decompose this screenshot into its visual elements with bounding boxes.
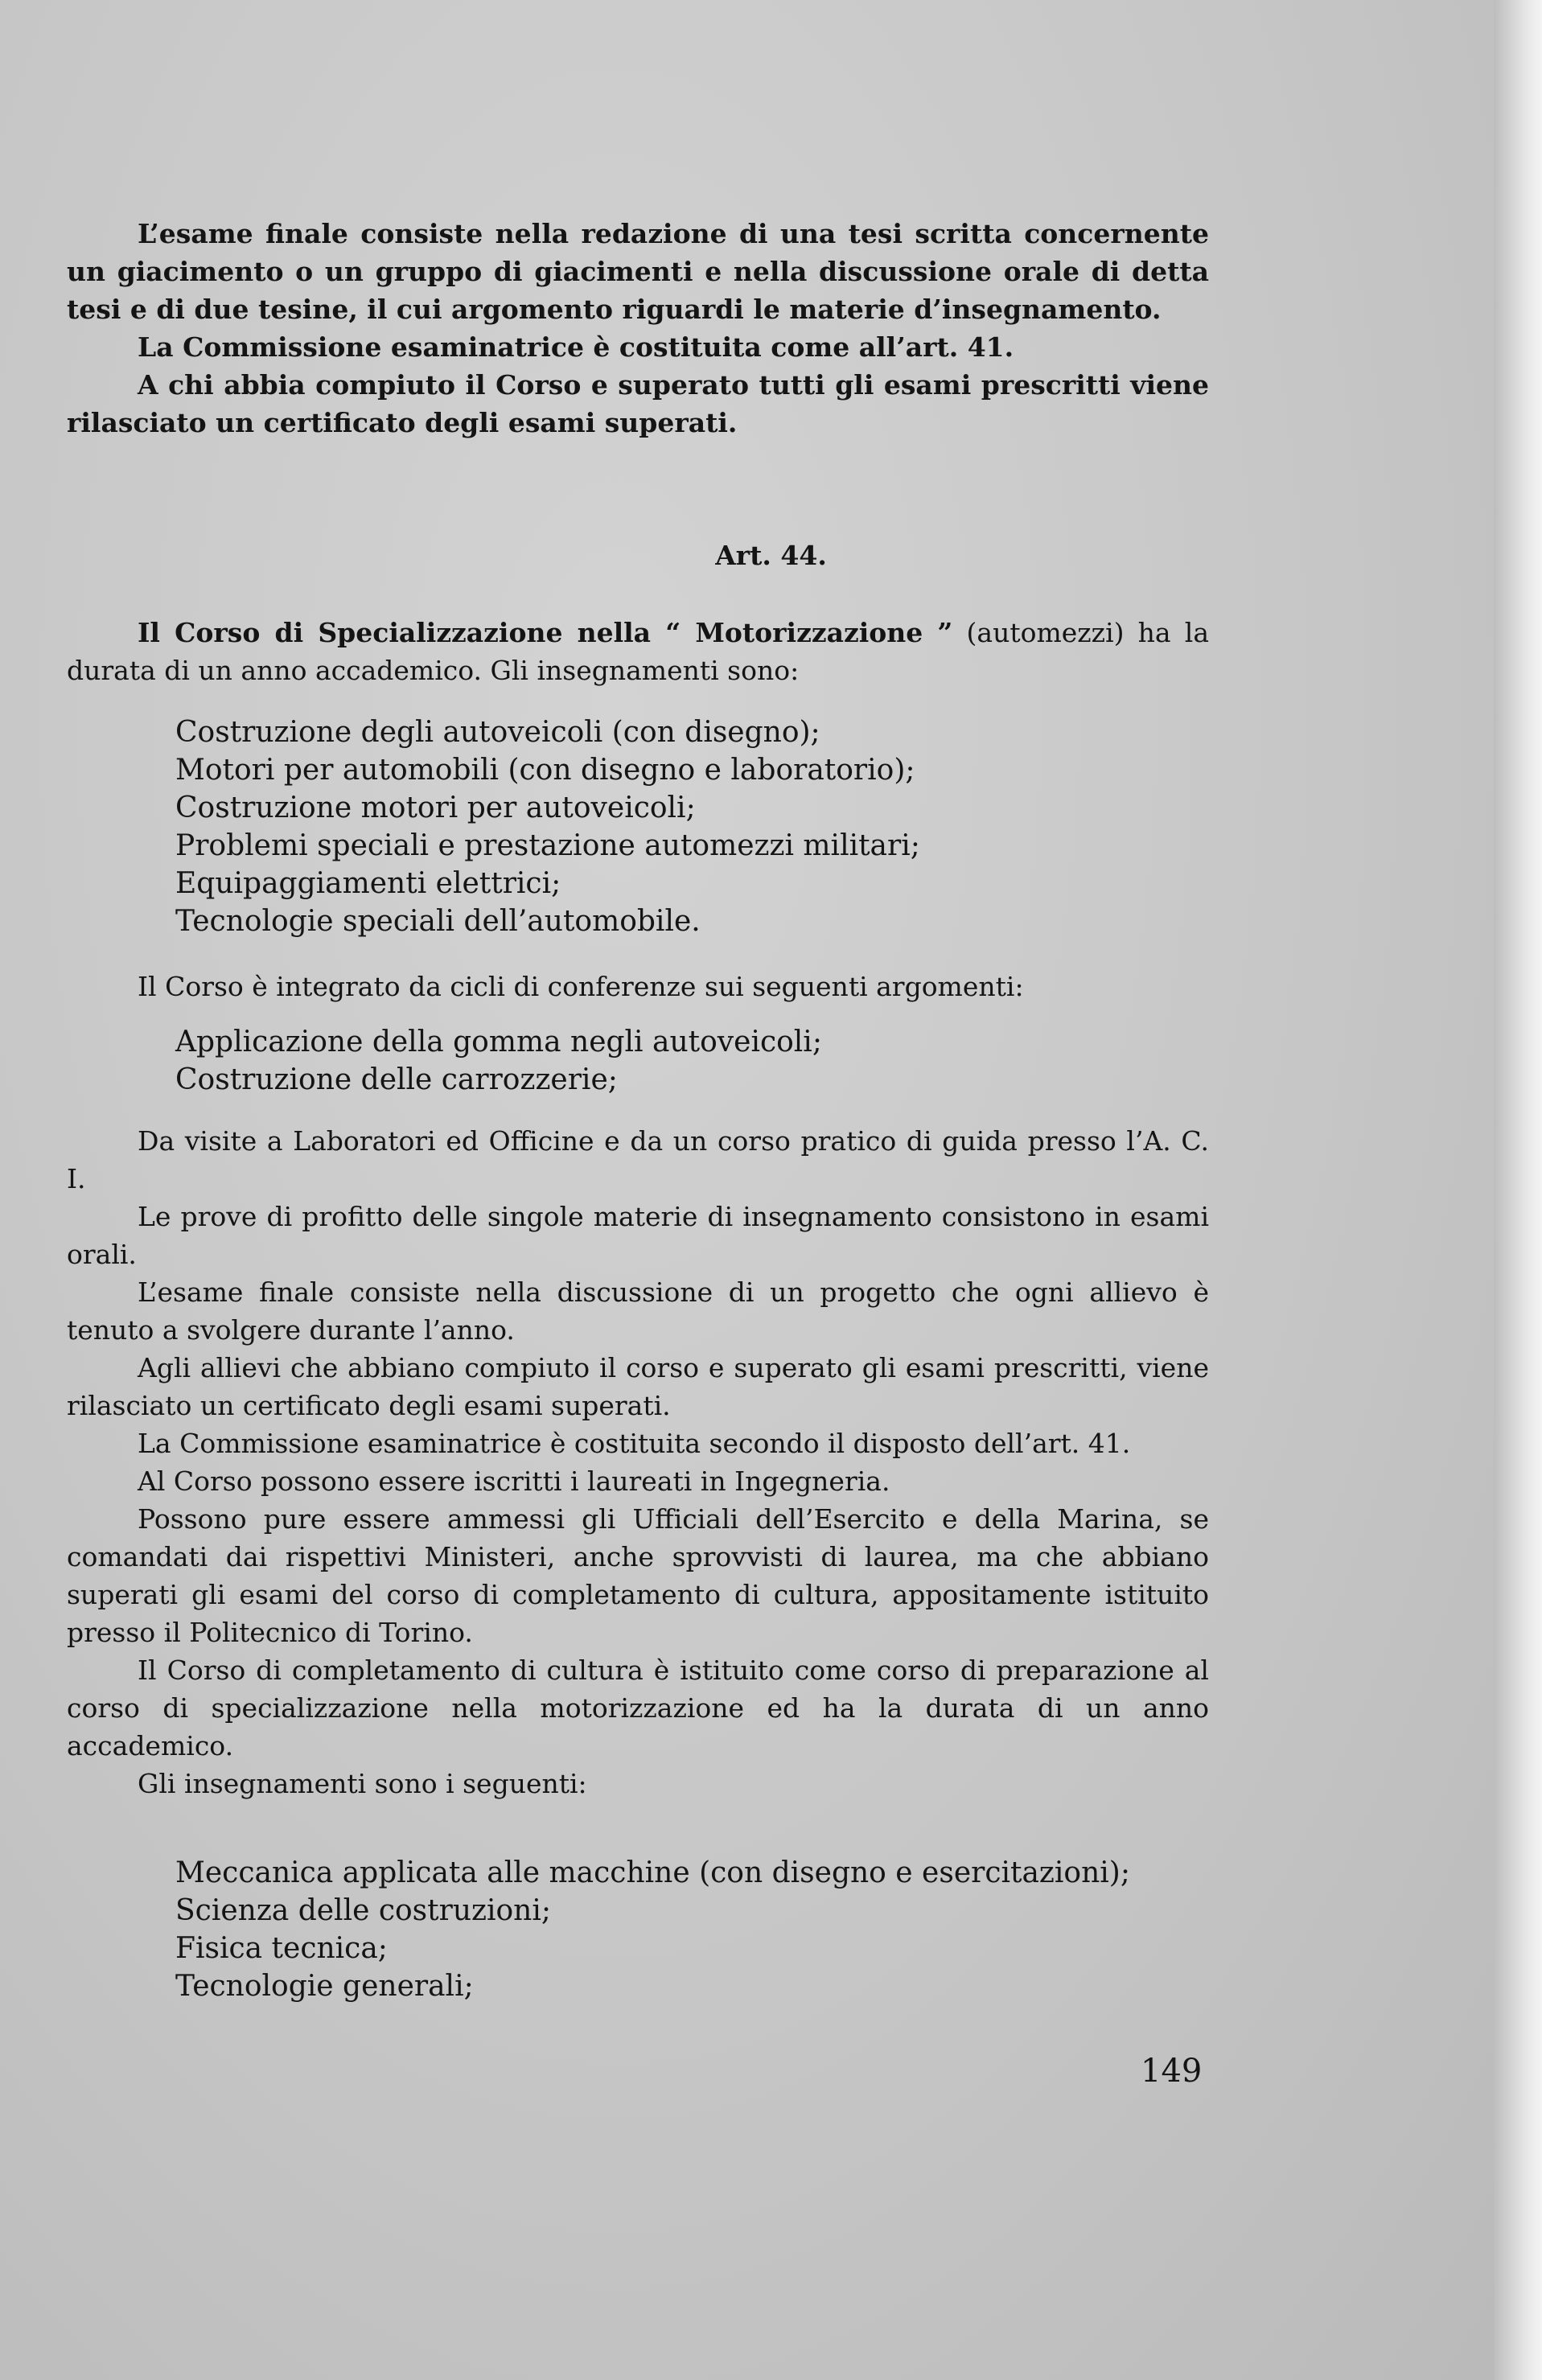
page-edge-shadow (1494, 0, 1542, 2380)
paragraph-oral-exams: Le prove di profitto delle singole materie di insegnamento consistono in esami orali. (67, 1201, 1209, 1270)
list-item: Scienza delle costruzioni; (175, 1894, 551, 1927)
paragraph-preparatory-course: Il Corso di completamento di cultura è istituito come corso di preparazione al corso di specializzazione nella motorizzazione ed ha la durata di un anno accademico. (67, 1654, 1209, 1761)
paragraph-teachings-intro: Gli insegnamenti sono i seguenti: (138, 1768, 587, 1799)
list-item: Equipaggiamenti elettrici; (175, 867, 561, 900)
teachings-list (175, 713, 1221, 940)
page-number: 149 (1141, 2053, 1203, 2090)
paragraph-commission-2: La Commissione esaminatrice è costituita secondo il disposto dell’art. 41. (138, 1428, 1131, 1459)
paragraph-block-exam (67, 215, 1209, 442)
list-item: Costruzione degli autoveicoli (con disegno); (175, 716, 820, 749)
paragraph-certificate: A chi abbia compiuto il Corso e superato tutti gli esami prescritti viene rilasciato un certificato degli esami superati. (67, 369, 1209, 438)
course-description-rest: (automezzi) ha la durata di un anno accademico. Gli insegnamenti sono: (67, 617, 1209, 686)
paragraph-final-project: L’esame finale consiste nella discussione di un progetto che ogni allievo è tenuto a svolgere durante l’anno. (67, 1276, 1209, 1346)
paragraph-certificate-2: Agli allievi che abbiano compiuto il corso e superato gli esami prescritti, viene rilasciato un certificato degli esami superati. (67, 1352, 1209, 1421)
list-item: Motori per automobili (con disegno e laboratorio); (175, 754, 915, 787)
general-teachings-list (175, 1854, 1221, 2005)
list-item: Tecnologie speciali dell’automobile. (175, 905, 701, 938)
list-item: Costruzione motori per autoveicoli; (175, 791, 696, 824)
list-item: Costruzione delle carrozzerie; (175, 1063, 618, 1096)
list-item: Problemi speciali e prestazione automezzi militari; (175, 829, 920, 862)
paragraph-visits: Da visite a Laboratori ed Officine e da un corso pratico di guida presso l’A. C. I. (67, 1125, 1209, 1194)
paragraph-conferences: Il Corso è integrato da cicli di conferenze sui seguenti argomenti: (138, 971, 1024, 1002)
list-item: Applicazione della gomma negli autoveicoli; (175, 1026, 822, 1058)
paragraph-enrollment: Al Corso possono essere iscritti i laureati in Ingegneria. (138, 1465, 890, 1497)
course-title-bold: Il Corso di Specializzazione nella “ Motorizzazione ” (138, 617, 953, 648)
paragraph-course-description (67, 614, 1209, 689)
paragraph-block-conferences (67, 968, 1209, 1005)
conferences-list (175, 1023, 1221, 1099)
paragraph-block-rules (67, 1122, 1209, 1802)
paragraph-commission: La Commissione esaminatrice è costituita come all’art. 41. (138, 331, 1014, 363)
paragraph-final-exam: L’esame finale consiste nella redazione di una tesi scritta concernente un giacimento o un gruppo di giacimenti e nella discussione orale di detta tesi e di due tesine, il cui argomento riguardi le materie d’insegnamento. (67, 218, 1209, 325)
article-heading: Art. 44. (715, 540, 827, 571)
list-item: Meccanica applicata alle macchine (con disegno e esercitazioni); (175, 1856, 1130, 1889)
list-item: Tecnologie generali; (175, 1970, 474, 2003)
paragraph-officers: Possono pure essere ammessi gli Ufficiali dell’Esercito e della Marina, se comandati dai rispettivi Ministeri, anche sprovvisti di laurea, ma che abbiano superati gli esami del corso di completamento di cultura, appositamente istituito presso il Politecnico di Torino. (67, 1503, 1209, 1648)
paragraph-block-course-intro (67, 614, 1209, 689)
list-item: Fisica tecnica; (175, 1932, 388, 1965)
